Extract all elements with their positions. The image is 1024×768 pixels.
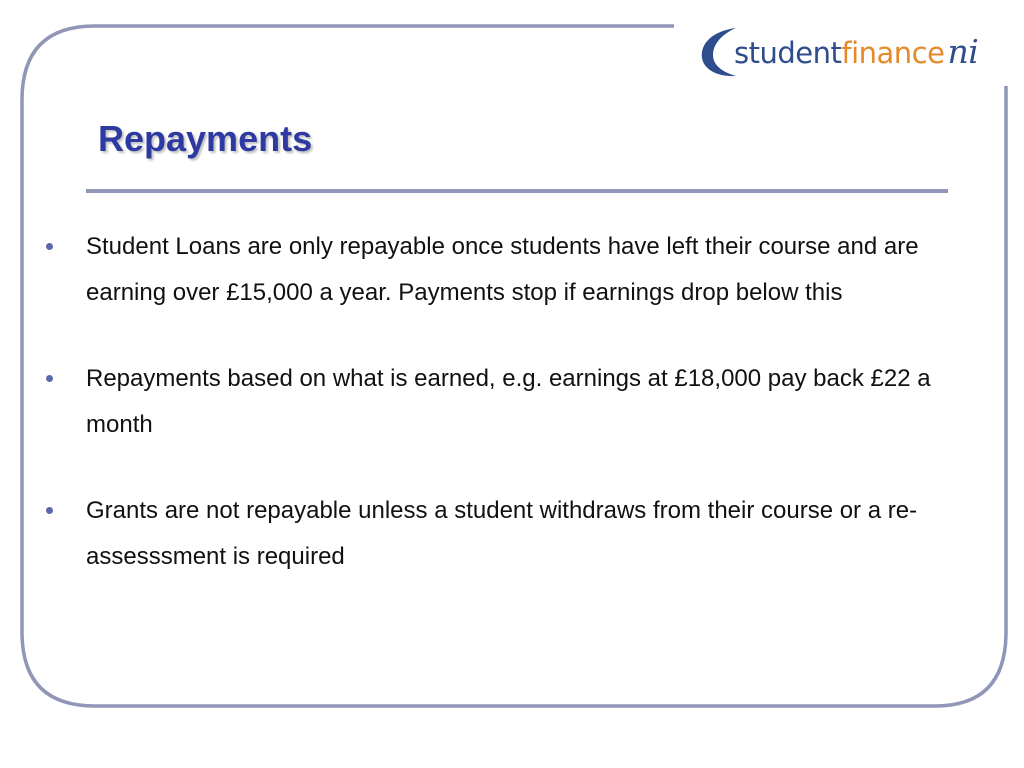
logo-word-student: student [734,36,842,70]
bullet-item [46,356,976,448]
bullet-text: Grants are not repayable unless a student withdraws from their course or a re-assesssment is required [86,497,918,570]
bullet-dot-icon [46,375,53,382]
bullet-text: Student Loans are only repayable once students have left their course and are earning over £15,000 a year. Payments stop if earnings drop below this [86,233,919,306]
title-divider [86,189,948,193]
slide-title: Repayments [98,118,313,159]
bullet-list [46,224,976,580]
bullet-dot-icon [46,507,53,514]
logo-word-finance: finance [841,36,945,70]
bullet-text: Repayments based on what is earned, e.g. earnings at £18,000 pay back £22 a month [86,365,931,438]
bullet-item [46,488,976,580]
studentfinance-ni-logo [696,22,996,82]
logo-word-ni: ni [947,32,979,71]
bullet-item [46,224,976,316]
bullet-dot-icon [46,243,53,250]
logo-wordmark [734,34,978,71]
